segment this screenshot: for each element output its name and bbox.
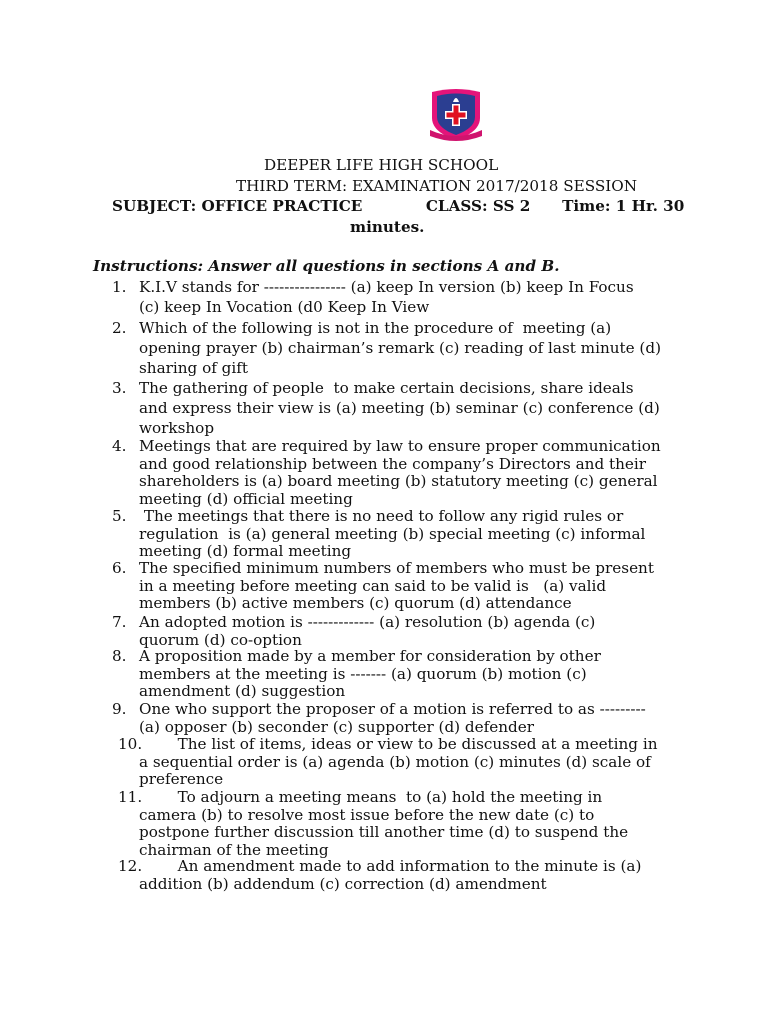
question-number: 8. xyxy=(112,647,127,665)
school-crest-logo xyxy=(426,88,486,144)
question-number: 12. xyxy=(118,857,143,875)
question-line: (c) keep In Vocation (d0 Keep In View xyxy=(139,298,430,316)
question-line: workshop xyxy=(139,419,215,437)
question-number: 7. xyxy=(112,613,127,631)
question-number: 4. xyxy=(112,437,127,455)
question-line: members (b) active members (c) quorum (d) attendance xyxy=(139,594,572,612)
question-line: quorum (d) co-option xyxy=(139,630,302,649)
question-text xyxy=(139,560,684,613)
question-line: K.I.V stands for ---------------- (a) keep In version (b) keep In Focus xyxy=(139,278,634,296)
question-line: a sequential order is (a) agenda (b) motion (c) minutes (d) scale of xyxy=(139,752,651,771)
question-text xyxy=(139,378,684,438)
question-number: 10. xyxy=(118,735,143,753)
question-line: camera (b) to resolve most issue before the new date (c) to xyxy=(139,805,595,824)
question-line: The list of items, ideas or view to be discussed at a meeting in xyxy=(139,735,658,753)
question-text xyxy=(139,318,684,378)
question-text xyxy=(139,789,684,859)
question-line: (a) opposer (b) seconder (c) supporter (d) defender xyxy=(139,717,535,736)
question-line: postpone further discussion till another time (d) to suspend the xyxy=(139,823,629,841)
question-number: 6. xyxy=(112,559,127,577)
question-line: members at the meeting is ------- (a) quorum (b) motion (c) xyxy=(139,664,587,683)
question-text xyxy=(139,736,684,789)
question-line: sharing of gift xyxy=(139,359,248,377)
question-number: 2. xyxy=(112,319,127,337)
question-text xyxy=(139,614,684,649)
question-text xyxy=(139,858,684,893)
time-continuation: minutes. xyxy=(350,218,425,236)
exam-term: THIRD TERM: EXAMINATION 2017/2018 SESSION xyxy=(236,177,637,195)
question-line: A proposition made by a member for consideration by other xyxy=(139,647,601,665)
question-line: The gathering of people to make certain decisions, share ideals xyxy=(139,379,634,397)
question-number: 9. xyxy=(112,700,127,718)
school-name: DEEPER LIFE HIGH SCHOOL xyxy=(264,156,499,174)
question-number: 5. xyxy=(112,507,127,525)
question-line: Meetings that are required by law to ensure proper communication xyxy=(139,437,661,455)
question-line: regulation is (a) general meeting (b) special meeting (c) informal xyxy=(139,524,646,543)
question-line: amendment (d) suggestion xyxy=(139,682,346,700)
question-line: preference xyxy=(139,770,224,788)
instructions: Instructions: Answer all questions in sections A and B. xyxy=(93,257,560,275)
question-text xyxy=(139,277,684,317)
question-text xyxy=(139,508,684,561)
question-line: meeting (d) formal meeting xyxy=(139,542,352,560)
question-line: The meetings that there is no need to follow any rigid rules or xyxy=(139,507,624,525)
question-line: To adjourn a meeting means to (a) hold the meeting in xyxy=(139,788,603,806)
question-line: An adopted motion is ------------- (a) resolution (b) agenda (c) xyxy=(139,613,596,631)
question-line: and express their view is (a) meeting (b) seminar (c) conference (d) xyxy=(139,399,660,417)
subject-label: SUBJECT: OFFICE PRACTICE xyxy=(112,197,363,215)
question-line: chairman of the meeting xyxy=(139,840,329,859)
question-text xyxy=(139,438,684,508)
class-label: CLASS: SS 2 xyxy=(425,197,531,215)
question-number: 3. xyxy=(112,379,127,397)
question-line: An amendment made to add information to the minute is (a) xyxy=(139,857,642,875)
subject-row xyxy=(112,197,684,215)
question-text xyxy=(139,701,684,736)
question-text xyxy=(139,648,684,701)
question-number: 1. xyxy=(112,278,127,296)
question-line: shareholders is (a) board meeting (b) statutory meeting (c) general xyxy=(139,472,658,490)
question-line: meeting (d) official meeting xyxy=(139,489,353,508)
question-line: One who support the proposer of a motion is referred to as --------- xyxy=(139,700,646,718)
question-line: The specified minimum numbers of members who must be present xyxy=(139,559,654,577)
question-line: Which of the following is not in the procedure of meeting (a) xyxy=(139,319,612,337)
question-line: opening prayer (b) chairman’s remark (c) reading of last minute (d) xyxy=(139,339,661,357)
question-line: in a meeting before meeting can said to be valid is (a) valid xyxy=(139,576,607,595)
question-number: 11. xyxy=(118,788,143,806)
question-line: addition (b) addendum (c) correction (d) amendment xyxy=(139,874,547,893)
question-line: and good relationship between the company’s Directors and their xyxy=(139,454,647,473)
time-label: Time: 1 Hr. 30 xyxy=(562,197,685,215)
